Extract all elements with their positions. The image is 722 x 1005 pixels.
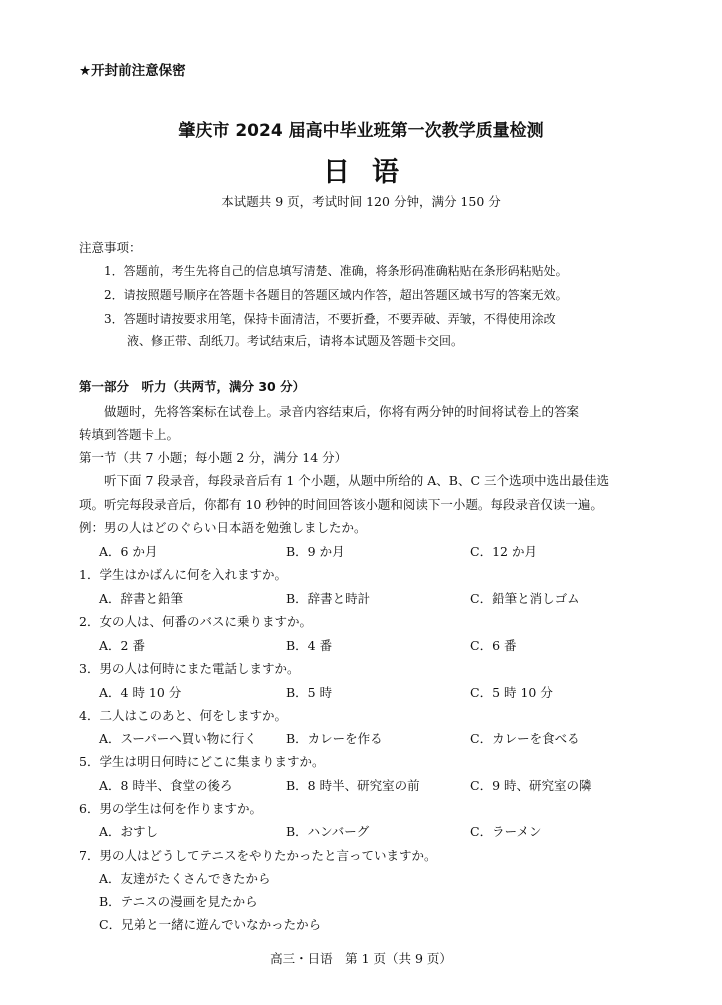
- question-3-option-b: B．5 時: [286, 685, 333, 700]
- example-option-a: A．6 か月: [99, 544, 158, 559]
- example-option-b: B．9 か月: [286, 544, 345, 559]
- question-5-option-a: A．8 時半、食堂の後ろ: [99, 778, 233, 793]
- question-5-option-c: C．9 時、研究室の隣: [470, 778, 592, 793]
- exam-info: 本试题共 9 页，考试时间 120 分钟，满分 150 分: [221, 194, 501, 209]
- question-5-option-b: B．8 時半、研究室の前: [286, 778, 420, 793]
- question-3-option-a: A．4 時 10 分: [99, 685, 182, 700]
- question-1-option-b: B．辞書と時計: [286, 591, 371, 606]
- example-question: 例：男の人はどのぐらい日本語を勉強しましたか。: [79, 520, 367, 535]
- question-3: 3．男の人は何時にまた電話しますか。: [79, 661, 300, 676]
- part1-instruction: 做题时，先将答案标在试卷上。录音内容结束后，你将有两分钟的时间将试卷上的答案: [104, 404, 580, 419]
- page-footer: 高三・日语 第 1 页（共 9 页）: [270, 951, 452, 966]
- example-option-c: C．12 か月: [470, 544, 537, 559]
- question-6-option-b: B．ハンバーグ: [286, 824, 370, 839]
- section1-heading: 第一节（共 7 小题；每小题 2 分，满分 14 分）: [79, 450, 348, 465]
- question-2: 2．女の人は、何番のバスに乗りますか。: [79, 614, 312, 629]
- question-7-option-c: C．兄弟と一緒に遊んでいなかったから: [99, 917, 322, 932]
- question-2-option-b: B．4 番: [286, 638, 333, 653]
- notes-heading: 注意事项：: [79, 240, 142, 255]
- question-1-option-a: A．辞書と鉛筆: [99, 591, 184, 606]
- question-7-option-b: B．テニスの漫画を見たから: [99, 894, 258, 909]
- part1-heading: 第一部分 听力（共两节，满分 30 分）: [79, 379, 306, 394]
- question-1: 1．学生はかばんに何を入れますか。: [79, 567, 287, 582]
- secret-notice: ★开封前注意保密: [79, 63, 186, 79]
- section1-instruction: 听下面 7 段录音，每段录音后有 1 个小题，从题中所给的 A、B、C 三个选项中选出最佳选: [104, 473, 610, 488]
- question-6-option-c: C．ラーメン: [470, 824, 542, 839]
- question-6: 6．男の学生は何を作りますか。: [79, 801, 262, 816]
- note-item: 3．答题时请按要求用笔，保持卡面清洁，不要折叠，不要弄破、弄皱，不得使用涂改: [104, 312, 556, 326]
- question-6-option-a: A．おすし: [99, 824, 159, 839]
- question-3-option-c: C．5 時 10 分: [470, 685, 553, 700]
- exam-title: 肇庆市 2024 届高中毕业班第一次教学质量检测: [178, 121, 544, 141]
- section1-instruction: 项。听完每段录音后，你都有 10 秒钟的时间回答该小题和阅读下一小题。每段录音仅读一遍。: [79, 497, 603, 512]
- question-7-option-a: A．友達がたくさんできたから: [99, 871, 271, 886]
- question-4-option-c: C．カレーを食べる: [470, 731, 580, 746]
- part1-instruction: 转填到答题卡上。: [79, 427, 180, 442]
- note-item: 2．请按照题号顺序在答题卡各题目的答题区域内作答，超出答题区域书写的答案无效。: [104, 288, 568, 302]
- question-4-option-b: B．カレーを作る: [286, 731, 383, 746]
- question-5: 5．学生は明日何時にどこに集まりますか。: [79, 754, 325, 769]
- note-item-continued: 液、修正带、刮纸刀。考试结束后，请将本试题及答题卡交回。: [127, 334, 464, 348]
- question-4-option-a: A．スーパーへ買い物に行く: [99, 731, 257, 746]
- subject-title: 日语: [323, 157, 421, 188]
- note-item: 1．答题前，考生先将自己的信息填写清楚、准确，将条形码准确粘贴在条形码粘贴处。: [104, 264, 568, 278]
- question-2-option-a: A．2 番: [99, 638, 145, 653]
- question-2-option-c: C．6 番: [470, 638, 517, 653]
- question-4: 4．二人はこのあと、何をしますか。: [79, 708, 287, 723]
- question-7: 7．男の人はどうしてテニスをやりたかったと言っていますか。: [79, 848, 437, 863]
- question-1-option-c: C．鉛筆と消しゴム: [470, 591, 580, 606]
